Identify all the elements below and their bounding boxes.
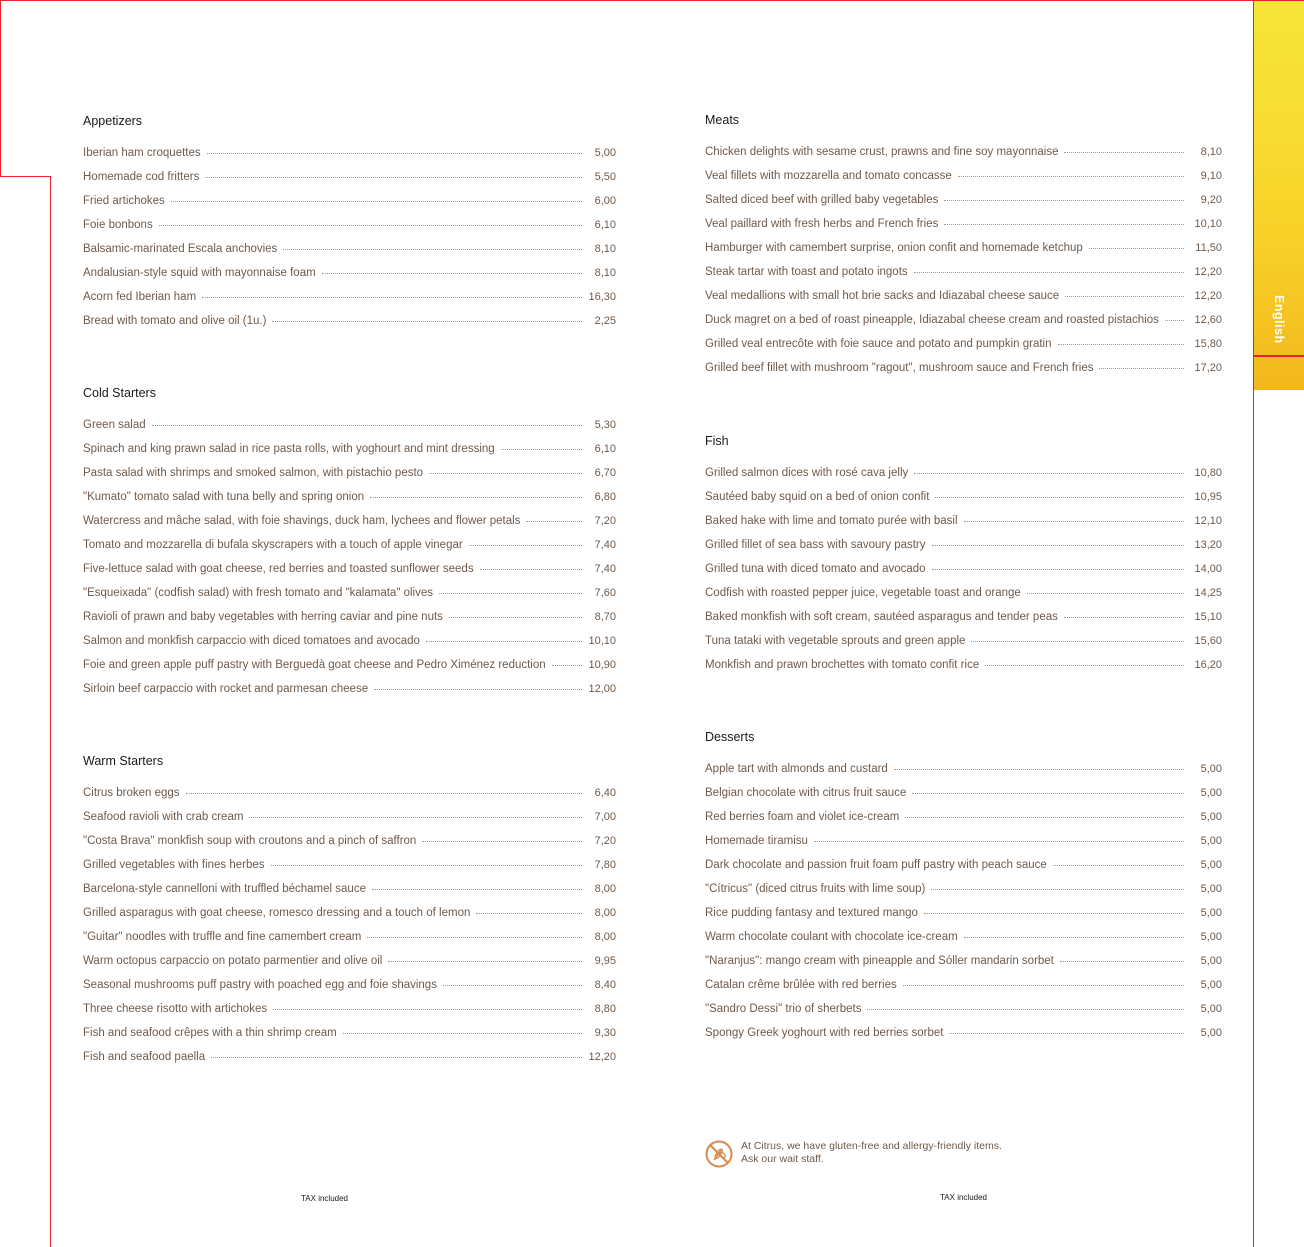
dot-leader — [374, 685, 582, 690]
menu-item — [705, 609, 1222, 633]
menu-section — [83, 111, 616, 337]
menu-section — [83, 751, 616, 1073]
menu-item-price: 8,10 — [594, 267, 616, 279]
menu-item — [83, 809, 616, 833]
menu-item-price: 10,80 — [1194, 467, 1222, 479]
menu-item-name: Pasta salad with shrimps and smoked salmon, with pistachio pesto — [83, 467, 424, 479]
dot-leader — [152, 421, 582, 426]
menu-item-name: Hamburger with camembert surprise, onion confit and homemade ketchup — [705, 242, 1083, 254]
dot-leader — [903, 981, 1184, 986]
menu-item-price: 6,70 — [594, 467, 616, 479]
menu-item-price: 9,95 — [594, 955, 616, 967]
menu-item — [705, 264, 1222, 288]
menu-item-price: 5,00 — [1200, 979, 1222, 991]
dot-leader — [949, 1029, 1184, 1034]
menu-item-name: Baked monkfish with soft cream, sautéed asparagus and tender peas — [705, 611, 1058, 623]
menu-item-price: 7,40 — [594, 539, 616, 551]
no-gluten-icon — [705, 1140, 733, 1168]
menu-item-price: 7,80 — [594, 859, 616, 871]
menu-item — [705, 168, 1222, 192]
menu-item-price: 8,40 — [594, 979, 616, 991]
menu-item — [705, 881, 1222, 905]
dot-leader — [894, 765, 1184, 770]
menu-item-price: 6,10 — [594, 443, 616, 455]
menu-item — [705, 833, 1222, 857]
menu-item-price: 12,20 — [1194, 266, 1222, 278]
menu-item-price: 5,00 — [1200, 907, 1222, 919]
menu-item-price: 6,00 — [594, 195, 616, 207]
menu-item-name: Citrus broken eggs — [83, 787, 180, 799]
menu-item — [705, 336, 1222, 360]
menu-item-name: Warm chocolate coulant with chocolate ice-cream — [705, 931, 958, 943]
dot-leader — [501, 445, 582, 450]
dot-leader — [1060, 957, 1184, 962]
menu-item — [83, 633, 616, 657]
dot-leader — [205, 173, 582, 178]
menu-item-price: 12,20 — [588, 1051, 616, 1063]
menu-item — [83, 513, 616, 537]
menu-item-name: Seasonal mushrooms puff pastry with poached egg and foie shavings — [83, 979, 437, 991]
menu-item — [83, 977, 616, 1001]
menu-item — [83, 193, 616, 217]
allergy-notice — [705, 1140, 1002, 1168]
dot-leader — [283, 245, 582, 250]
dot-leader — [905, 813, 1184, 818]
dot-leader — [1053, 861, 1184, 866]
menu-item-name: Tomato and mozzarella di bufala skyscrapers with a touch of apple vinegar — [83, 539, 463, 551]
dot-leader — [958, 172, 1184, 177]
dot-leader — [914, 469, 1184, 474]
menu-item-price: 6,80 — [594, 491, 616, 503]
menu-item-name: Apple tart with almonds and custard — [705, 763, 888, 775]
menu-item-price: 5,00 — [1200, 955, 1222, 967]
menu-item-name: Chicken delights with sesame crust, prawns and fine soy mayonnaise — [705, 146, 1059, 158]
menu-item — [705, 785, 1222, 809]
dot-leader — [429, 469, 582, 474]
menu-item — [83, 489, 616, 513]
dot-leader — [526, 517, 582, 522]
menu-item-price: 14,00 — [1194, 563, 1222, 575]
menu-item-price: 16,30 — [588, 291, 616, 303]
menu-item — [705, 633, 1222, 657]
dot-leader — [912, 789, 1184, 794]
menu-item — [705, 1001, 1222, 1025]
menu-item-price: 8,00 — [594, 907, 616, 919]
menu-item-price: 7,40 — [594, 563, 616, 575]
menu-item-name: Duck magret on a bed of roast pineapple, Idiazabal cheese cream and roasted pistachios — [705, 314, 1159, 326]
menu-item-price: 5,00 — [1200, 1027, 1222, 1039]
menu-item-name: Sautéed baby squid on a bed of onion confit — [705, 491, 930, 503]
menu-item-price: 5,00 — [1200, 811, 1222, 823]
tab-divider — [1254, 355, 1304, 357]
menu-item — [83, 313, 616, 337]
menu-item-price: 5,00 — [1200, 859, 1222, 871]
menu-item-name: Grilled asparagus with goat cheese, romesco dressing and a touch of lemon — [83, 907, 471, 919]
menu-item-name: Foie bonbons — [83, 219, 153, 231]
menu-section — [705, 727, 1222, 1049]
menu-item-name: Fish and seafood paella — [83, 1051, 206, 1063]
menu-item-price: 12,00 — [588, 683, 616, 695]
menu-item-price: 15,10 — [1194, 611, 1222, 623]
menu-item — [83, 441, 616, 465]
section-title: Meats — [705, 113, 740, 127]
menu-item-price: 12,20 — [1194, 290, 1222, 302]
menu-item-name: Monkfish and prawn brochettes with tomato confit rice — [705, 659, 980, 671]
menu-item-price: 7,00 — [594, 811, 616, 823]
menu-item — [705, 312, 1222, 336]
dot-leader — [367, 933, 582, 938]
menu-item-name: "Esqueixada" (codfish salad) with fresh tomato and "kalamata" olives — [83, 587, 434, 599]
menu-item — [705, 216, 1222, 240]
menu-item-price: 7,60 — [594, 587, 616, 599]
menu-item — [83, 1025, 616, 1049]
menu-item-name: Acorn fed Iberian ham — [83, 291, 197, 303]
menu-item-price: 5,50 — [594, 171, 616, 183]
menu-item-price: 9,30 — [594, 1027, 616, 1039]
dot-leader — [1165, 316, 1184, 321]
menu-item-price: 5,00 — [1200, 1003, 1222, 1015]
menu-item-price: 5,00 — [1200, 931, 1222, 943]
dot-leader — [449, 613, 582, 618]
menu-item-price: 10,90 — [588, 659, 616, 671]
section-title: Cold Starters — [83, 386, 156, 400]
menu-item-name: Dark chocolate and passion fruit foam puff pastry with peach sauce — [705, 859, 1047, 871]
menu-item-name: Belgian chocolate with citrus fruit sauce — [705, 787, 907, 799]
dot-leader — [985, 661, 1184, 666]
dot-leader — [469, 541, 582, 546]
menu-item-price: 9,10 — [1200, 170, 1222, 182]
menu-item-price: 10,10 — [588, 635, 616, 647]
menu-item-price: 5,00 — [1200, 763, 1222, 775]
dot-leader — [186, 789, 582, 794]
menu-item-name: Veal paillard with fresh herbs and French fries — [705, 218, 939, 230]
menu-item-name: "Cítricus" (diced citrus fruits with lime soup) — [705, 883, 926, 895]
tax-note-left: TAX included — [301, 1194, 348, 1203]
menu-item-price: 6,40 — [594, 787, 616, 799]
menu-item — [705, 240, 1222, 264]
menu-item-name: Andalusian-style squid with mayonnaise foam — [83, 267, 316, 279]
dot-leader — [370, 493, 582, 498]
menu-item-name: Grilled veal entrecôte with foie sauce and potato and pumpkin gratin — [705, 338, 1052, 350]
dot-leader — [1064, 148, 1184, 153]
section-title: Appetizers — [83, 114, 143, 128]
menu-item — [705, 857, 1222, 881]
dot-leader — [971, 637, 1184, 642]
menu-item-price: 8,70 — [594, 611, 616, 623]
menu-item — [705, 537, 1222, 561]
menu-item — [83, 881, 616, 905]
menu-item — [705, 489, 1222, 513]
menu-item — [705, 192, 1222, 216]
dot-leader — [480, 565, 582, 570]
menu-item — [705, 585, 1222, 609]
menu-section — [705, 110, 1222, 384]
menu-item-price: 8,10 — [1200, 146, 1222, 158]
dot-leader — [249, 813, 582, 818]
menu-item-name: Balsamic-marinated Escala anchovies — [83, 243, 278, 255]
menu-item — [83, 905, 616, 929]
menu-item — [705, 905, 1222, 929]
menu-item-price: 15,80 — [1194, 338, 1222, 350]
menu-item-price: 2,25 — [594, 315, 616, 327]
section-title: Fish — [705, 434, 729, 448]
menu-item — [705, 657, 1222, 681]
menu-item-name: Spongy Greek yoghourt with red berries sorbet — [705, 1027, 944, 1039]
dot-leader — [1027, 589, 1184, 594]
menu-item — [83, 561, 616, 585]
dot-leader — [207, 149, 582, 154]
menu-item — [705, 953, 1222, 977]
dot-leader — [426, 637, 582, 642]
notice-line-2: Ask our wait staff. — [741, 1153, 824, 1165]
menu-item-price: 16,20 — [1194, 659, 1222, 671]
dot-leader — [964, 517, 1184, 522]
dot-leader — [273, 1005, 582, 1010]
dot-leader — [159, 221, 582, 226]
right-menu-column — [705, 110, 1222, 1049]
menu-item — [705, 809, 1222, 833]
menu-item-name: "Naranjus": mango cream with pineapple and Sóller mandarin sorbet — [705, 955, 1054, 967]
menu-item-price: 8,00 — [594, 883, 616, 895]
menu-item — [83, 289, 616, 313]
menu-item — [83, 585, 616, 609]
menu-item-price: 6,10 — [594, 219, 616, 231]
menu-item-price: 5,00 — [1200, 835, 1222, 847]
menu-item-name: Grilled fillet of sea bass with savoury pastry — [705, 539, 926, 551]
dot-leader — [1099, 364, 1184, 369]
dot-leader — [867, 1005, 1184, 1010]
menu-item-name: Seafood ravioli with crab cream — [83, 811, 244, 823]
menu-item-price: 12,10 — [1194, 515, 1222, 527]
menu-item-price: 12,60 — [1194, 314, 1222, 326]
menu-item-name: Watercress and mâche salad, with foie shavings, duck ham, lychees and flower petals — [83, 515, 521, 527]
dot-leader — [924, 909, 1184, 914]
menu-item — [83, 241, 616, 265]
menu-item-name: "Costa Brava" monkfish soup with croutons and a pinch of saffron — [83, 835, 417, 847]
menu-item — [705, 977, 1222, 1001]
dot-leader — [964, 933, 1184, 938]
menu-item-price: 14,25 — [1194, 587, 1222, 599]
menu-item — [83, 953, 616, 977]
menu-item-price: 5,00 — [1200, 883, 1222, 895]
menu-item — [705, 761, 1222, 785]
dot-leader — [944, 196, 1184, 201]
menu-item — [705, 144, 1222, 168]
menu-item-price: 9,20 — [1200, 194, 1222, 206]
menu-item — [83, 537, 616, 561]
menu-item — [705, 513, 1222, 537]
menu-item-name: Barcelona-style cannelloni with truffled béchamel sauce — [83, 883, 366, 895]
menu-item — [705, 1025, 1222, 1049]
menu-item-name: Ravioli of prawn and baby vegetables with herring caviar and pine nuts — [83, 611, 443, 623]
dot-leader — [171, 197, 582, 202]
dot-leader — [1058, 340, 1185, 345]
menu-item-price: 7,20 — [594, 515, 616, 527]
menu-item — [83, 265, 616, 289]
menu-item-price: 13,20 — [1194, 539, 1222, 551]
menu-item-price: 17,20 — [1194, 362, 1222, 374]
dot-leader — [914, 268, 1184, 273]
menu-item — [83, 657, 616, 681]
section-title: Desserts — [705, 730, 755, 744]
menu-item — [83, 1049, 616, 1073]
menu-item-price: 5,30 — [594, 419, 616, 431]
dot-leader — [272, 317, 582, 322]
menu-item — [705, 929, 1222, 953]
menu-item-name: Spinach and king prawn salad in rice pasta rolls, with yoghourt and mint dressing — [83, 443, 495, 455]
dot-leader — [372, 885, 582, 890]
dot-leader — [271, 861, 582, 866]
menu-item — [705, 288, 1222, 312]
menu-item-name: Salted diced beef with grilled baby vegetables — [705, 194, 939, 206]
menu-item-name: Fried artichokes — [83, 195, 165, 207]
menu-item-name: Catalan crême brûlée with red berries — [705, 979, 897, 991]
menu-item-name: Steak tartar with toast and potato ingots — [705, 266, 908, 278]
menu-item-price: 15,60 — [1194, 635, 1222, 647]
menu-item-name: Homemade cod fritters — [83, 171, 200, 183]
menu-item-name: Red berries foam and violet ice-cream — [705, 811, 900, 823]
menu-item-price: 11,50 — [1195, 242, 1222, 254]
menu-item-price: 8,80 — [594, 1003, 616, 1015]
menu-section — [83, 383, 616, 705]
menu-item-name: Salmon and monkfish carpaccio with diced tomatoes and avocado — [83, 635, 420, 647]
left-menu-column — [83, 111, 616, 1073]
menu-item — [83, 465, 616, 489]
menu-item — [83, 1001, 616, 1025]
menu-item-name: Bread with tomato and olive oil (1u.) — [83, 315, 267, 327]
menu-item — [705, 561, 1222, 585]
menu-item-price: 8,10 — [594, 243, 616, 255]
menu-item — [83, 217, 616, 241]
dot-leader — [211, 1053, 582, 1058]
menu-item-price: 10,95 — [1194, 491, 1222, 503]
menu-item — [83, 929, 616, 953]
menu-item-name: Grilled salmon dices with rosé cava jelly — [705, 467, 909, 479]
menu-item-price: 5,00 — [1200, 787, 1222, 799]
dot-leader — [1089, 244, 1184, 249]
menu-item-name: Codfish with roasted pepper juice, vegetable toast and orange — [705, 587, 1021, 599]
menu-item-name: "Sandro Dessi" trio of sherbets — [705, 1003, 862, 1015]
menu-item-name: Grilled beef fillet with mushroom "ragout", mushroom sauce and French fries — [705, 362, 1094, 374]
menu-item-name: "Guitar" noodles with truffle and fine camembert cream — [83, 931, 362, 943]
dot-leader — [814, 837, 1184, 842]
dot-leader — [931, 885, 1184, 890]
menu-item-name: Iberian ham croquettes — [83, 147, 201, 159]
menu-item — [83, 681, 616, 705]
dot-leader — [552, 661, 582, 666]
notice-line-1: At Citrus, we have gluten-free and allergy-friendly items. — [741, 1140, 1002, 1152]
menu-item — [83, 857, 616, 881]
dot-leader — [932, 565, 1184, 570]
dot-leader — [932, 541, 1184, 546]
dot-leader — [1065, 292, 1184, 297]
menu-item-price: 7,20 — [594, 835, 616, 847]
dot-leader — [202, 293, 582, 298]
dot-leader — [422, 837, 582, 842]
menu-item — [83, 169, 616, 193]
dot-leader — [935, 493, 1184, 498]
dot-leader — [476, 909, 582, 914]
dot-leader — [443, 981, 582, 986]
menu-item-name: Green salad — [83, 419, 146, 431]
menu-item-name: Grilled tuna with diced tomato and avocado — [705, 563, 926, 575]
dot-leader — [1064, 613, 1184, 618]
dot-leader — [944, 220, 1184, 225]
menu-item-name: Three cheese risotto with artichokes — [83, 1003, 268, 1015]
menu-item-name: Fish and seafood crêpes with a thin shrimp cream — [83, 1027, 337, 1039]
menu-item — [83, 145, 616, 169]
menu-item — [83, 785, 616, 809]
menu-item-name: "Kumato" tomato salad with tuna belly and spring onion — [83, 491, 365, 503]
menu-item-name: Veal fillets with mozzarella and tomato concasse — [705, 170, 952, 182]
menu-item-name: Tuna tataki with vegetable sprouts and green apple — [705, 635, 966, 647]
dot-leader — [343, 1029, 582, 1034]
menu-section — [705, 431, 1222, 681]
menu-item-name: Rice pudding fantasy and textured mango — [705, 907, 918, 919]
menu-item-price: 10,10 — [1194, 218, 1222, 230]
dot-leader — [388, 957, 582, 962]
menu-item-price: 5,00 — [594, 147, 616, 159]
menu-item — [705, 360, 1222, 384]
menu-item-name: Foie and green apple puff pastry with Berguedà goat cheese and Pedro Ximénez reduction — [83, 659, 546, 671]
menu-item-name: Sirloin beef carpaccio with rocket and parmesan cheese — [83, 683, 369, 695]
menu-item-name: Grilled vegetables with fines herbes — [83, 859, 265, 871]
menu-item — [83, 609, 616, 633]
menu-item — [705, 465, 1222, 489]
dot-leader — [439, 589, 582, 594]
menu-item-name: Homemade tiramisu — [705, 835, 808, 847]
section-title: Warm Starters — [83, 754, 164, 768]
menu-item-name: Baked hake with lime and tomato purée with basil — [705, 515, 958, 527]
menu-item-name: Warm octopus carpaccio on potato parmentier and olive oil — [83, 955, 383, 967]
menu-item — [83, 833, 616, 857]
menu-item-price: 8,00 — [594, 931, 616, 943]
language-tab-label[interactable]: English — [1272, 295, 1286, 344]
menu-item-name: Five-lettuce salad with goat cheese, red berries and toasted sunflower seeds — [83, 563, 474, 575]
dot-leader — [322, 269, 582, 274]
menu-item-name: Veal medallions with small hot brie sacks and Idiazabal cheese sauce — [705, 290, 1060, 302]
tax-note-right: TAX included — [940, 1193, 987, 1202]
menu-item — [83, 417, 616, 441]
